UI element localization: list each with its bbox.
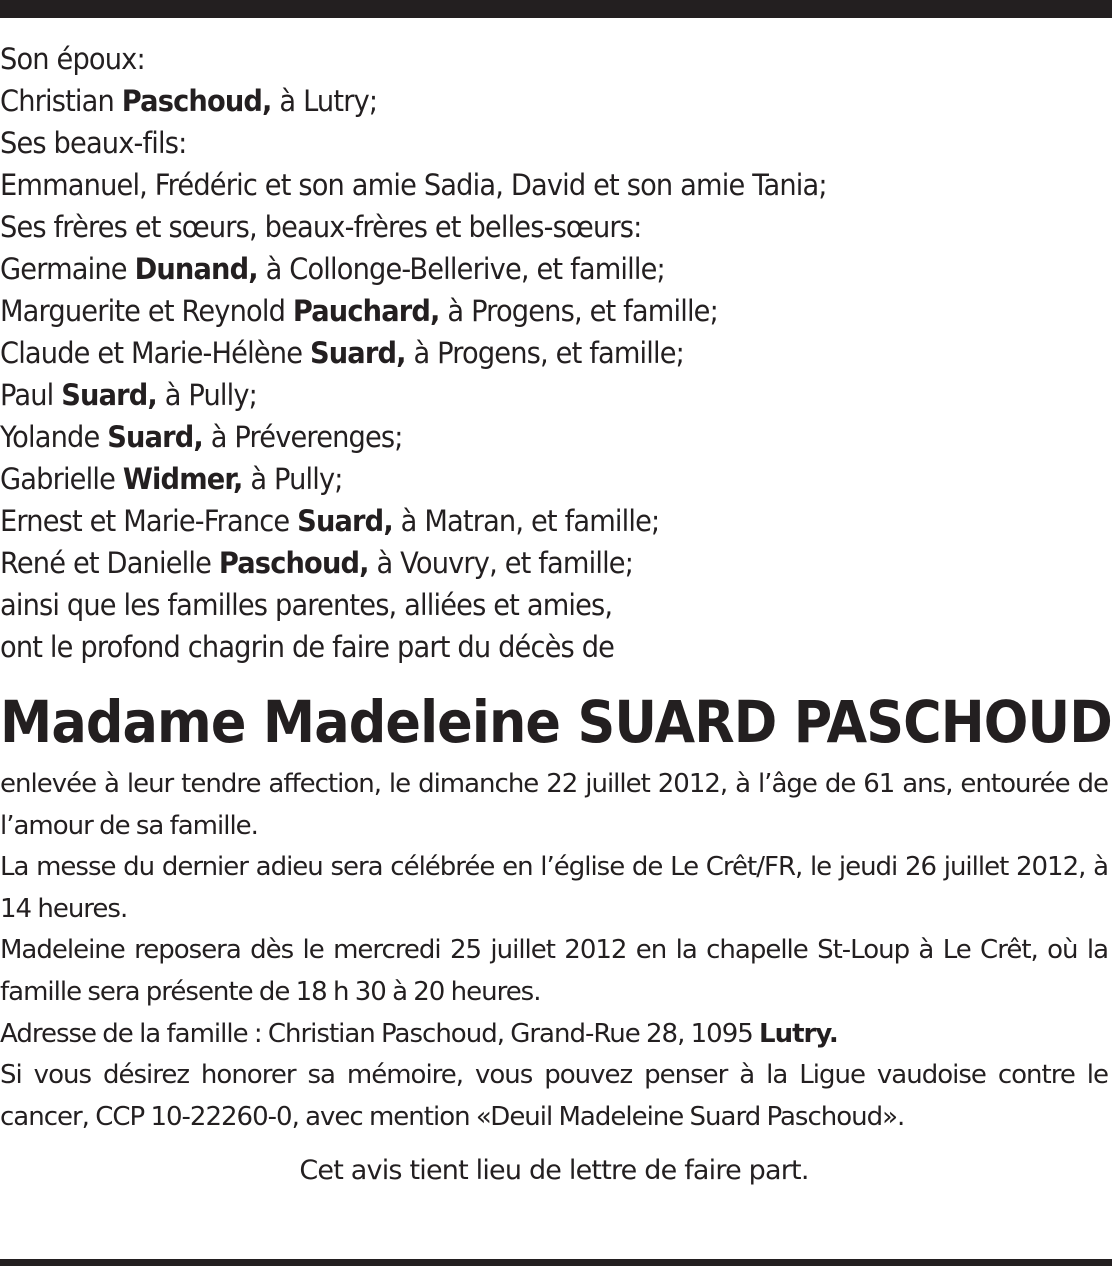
- family-line-suard-matran: Ernest et Marie-France Suard, à Matran, et famille;: [0, 504, 660, 538]
- family-line-relatives: ainsi que les familles parentes, alliées et amies,: [0, 588, 613, 622]
- top-border-rule: [0, 0, 1112, 18]
- obituary-notice: [0, 38, 1112, 1192]
- family-line-spouse-heading: Son époux:: [0, 42, 145, 76]
- family-line-paschoud-vouvry: René et Danielle Paschoud, à Vouvry, et famille;: [0, 546, 634, 580]
- family-line-suard-paul: Paul Suard, à Pully;: [0, 378, 258, 412]
- family-list: [0, 38, 1108, 668]
- footer-note: Cet avis tient lieu de lettre de faire part.: [299, 1155, 809, 1187]
- death-paragraph: enlevée à leur tendre affection, le dimanche 22 juillet 2012, à l’âge de 61 ans, entourée de l’amour de sa famille.: [0, 769, 1108, 841]
- family-line-pauchard: Marguerite et Reynold Pauchard, à Progens, et famille;: [0, 294, 718, 328]
- family-line-stepsons-heading: Ses beaux-fils:: [0, 126, 187, 160]
- deceased-name-heading: Madame Madeleine SUARD PASCHOUD: [0, 688, 1112, 756]
- family-line-suard-yolande: Yolande Suard, à Préverenges;: [0, 420, 403, 454]
- donation-paragraph: Si vous désirez honorer sa mémoire, vous pouvez penser à la Ligue vaudoise contre le cancer, CCP 10-22260-0, avec mention «Deuil Madeleine Suard Paschoud».: [0, 1060, 1108, 1132]
- family-line-siblings-heading: Ses frères et sœurs, beaux-frères et belles-sœurs:: [0, 210, 642, 244]
- bottom-border-rule: [0, 1259, 1112, 1266]
- viewing-paragraph: Madeleine reposera dès le mercredi 25 juillet 2012 en la chapelle St-Loup à Le Crêt, où la famille sera présente de 18 h 30 à 20 heures.: [0, 935, 1108, 1007]
- mass-paragraph: La messe du dernier adieu sera célébrée en l’église de Le Crêt/FR, le jeudi 26 juillet 2012, à 14 heures.: [0, 852, 1108, 924]
- family-line-stepsons: Emmanuel, Frédéric et son amie Sadia, David et son amie Tania;: [0, 168, 827, 202]
- family-line-widmer: Gabrielle Widmer, à Pully;: [0, 462, 343, 496]
- family-line-dunand: Germaine Dunand, à Collonge-Bellerive, et famille;: [0, 252, 665, 286]
- family-address-paragraph: Adresse de la famille : Christian Paschoud, Grand-Rue 28, 1095 Lutry.: [0, 1018, 838, 1049]
- address-city: Lutry.: [759, 1018, 838, 1049]
- family-line-suard-progens: Claude et Marie-Hélène Suard, à Progens, et famille;: [0, 336, 684, 370]
- family-line-announcement: ont le profond chagrin de faire part du décès de: [0, 630, 615, 664]
- family-line-spouse: Christian Paschoud, à Lutry;: [0, 84, 378, 118]
